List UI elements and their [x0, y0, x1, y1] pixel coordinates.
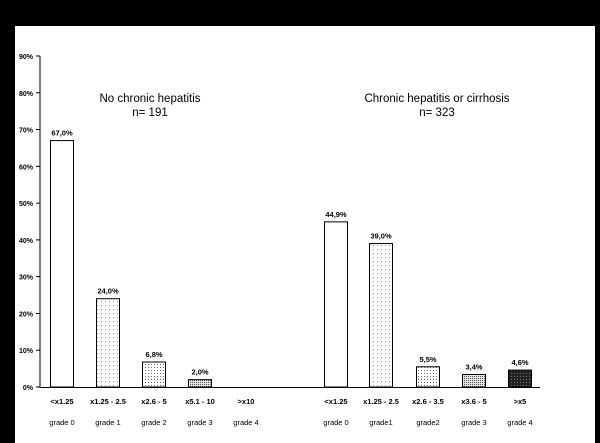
bar-value-label: 44,9% — [325, 209, 347, 219]
x-category-label: x5.1 - 10 — [185, 397, 215, 406]
y-tick-label: 40% — [18, 237, 33, 245]
group-subtitle: n= 191 — [132, 107, 168, 119]
group-subtitle: n= 323 — [419, 107, 455, 119]
bar-value-label: 67,0% — [51, 128, 73, 138]
x-category-label: <x1.25 — [324, 397, 348, 406]
group-title: Chronic hepatitis or cirrhosis — [364, 93, 510, 105]
x-grade-label: grade 1 — [95, 418, 121, 427]
x-grade-label: grade2 — [416, 418, 440, 427]
x-category-label: x1.25 - 2.5 — [363, 397, 399, 406]
bar-value-label: 2,0% — [191, 367, 209, 377]
y-tick-label: 30% — [18, 274, 33, 282]
y-tick-label: 60% — [18, 164, 33, 172]
bar — [51, 141, 74, 387]
x-grade-label: grade 3 — [461, 418, 487, 427]
x-category-label: x3.6 - 5 — [461, 397, 487, 406]
x-category-label: x1.25 - 2.5 — [90, 397, 126, 406]
x-category-label: x2.6 - 5 — [141, 397, 167, 406]
bar — [189, 380, 212, 387]
x-grade-label: grade 2 — [141, 418, 167, 427]
x-category-label: >x10 — [237, 397, 255, 406]
group-title: No chronic hepatitis — [99, 93, 201, 105]
y-tick-label: 70% — [18, 127, 33, 135]
x-category-label: <x1.25 — [50, 397, 74, 406]
bar-value-label: 3,4% — [465, 362, 483, 372]
y-tick-label: 80% — [18, 90, 33, 98]
bar-value-label: 24,0% — [97, 286, 119, 296]
bar — [97, 299, 120, 387]
y-tick-label: 0% — [22, 385, 33, 392]
x-grade-label: grade 4 — [233, 418, 259, 427]
bar — [325, 222, 348, 387]
bar-value-label: 39,0% — [370, 231, 392, 241]
x-grade-label: grade 3 — [187, 418, 213, 427]
x-category-label: >x5 — [513, 397, 527, 406]
y-tick-label: 10% — [18, 348, 33, 356]
bar — [417, 367, 440, 387]
bar-value-label: 5,5% — [419, 354, 437, 364]
bar-value-label: 4,6% — [511, 358, 529, 368]
y-tick-label: 90% — [18, 54, 33, 61]
bar — [143, 362, 166, 387]
y-tick-label: 50% — [18, 201, 33, 209]
x-grade-label: grade 0 — [49, 418, 75, 427]
bar — [509, 370, 532, 387]
x-grade-label: grade 0 — [323, 418, 349, 427]
bar — [370, 244, 393, 387]
x-grade-label: grade1 — [369, 418, 393, 427]
x-category-label: x2.6 - 3.5 — [412, 397, 444, 406]
y-tick-label: 20% — [18, 311, 33, 319]
bar-value-label: 6,8% — [145, 349, 163, 359]
bar — [463, 374, 486, 387]
x-grade-label: grade 4 — [507, 418, 533, 427]
